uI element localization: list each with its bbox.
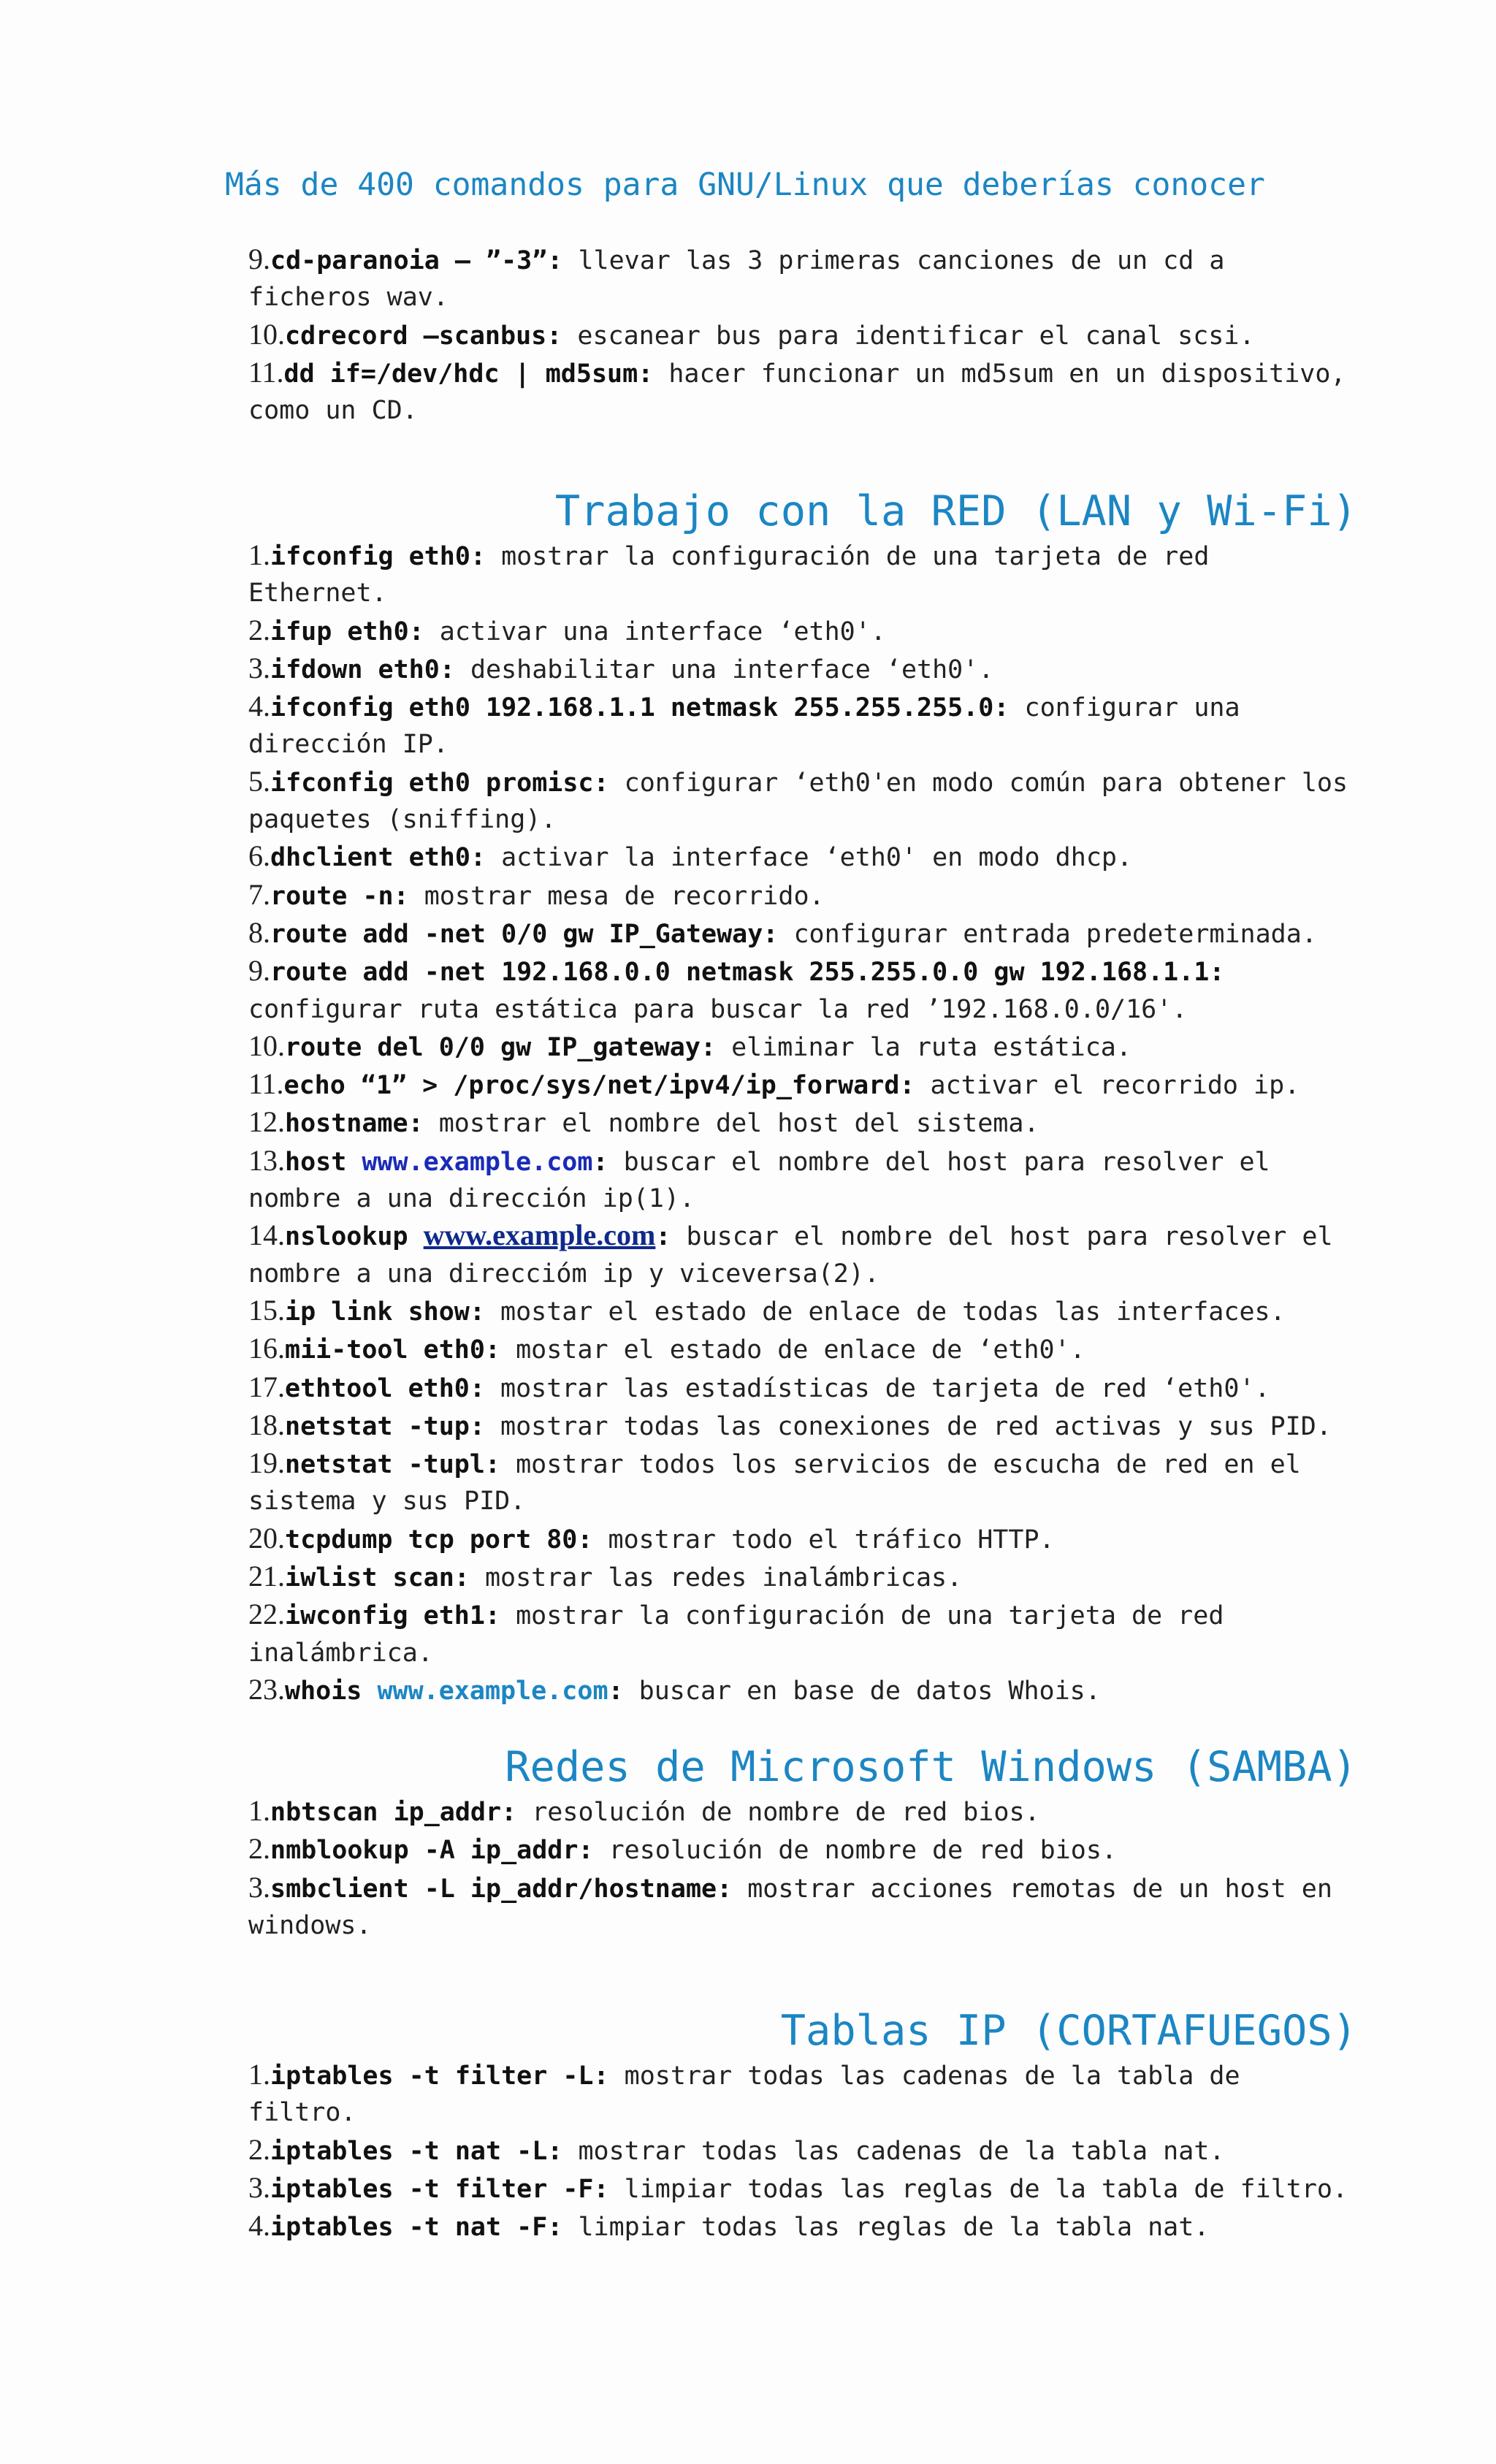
section-iptables: [248, 2005, 1359, 2246]
list-item: 19.netstat -tupl: mostrar todos los servicios de escucha de red en el sistema y sus PID.: [248, 1446, 1301, 1517]
page-title: Más de 400 comandos para GNU/Linux que deberías conocer: [225, 167, 1265, 203]
list-item: 5.ifconfig eth0 promisc: configurar ‘eth0'en modo común para obtener los paquetes (sniffing).: [248, 764, 1348, 835]
list-item: 3.iptables -t filter -F: limpiar todas las reglas de la tabla de filtro.: [248, 2170, 1348, 2204]
example-link[interactable]: www.example.com: [423, 1218, 656, 1252]
section-heading: Trabajo con la RED (LAN y Wi-Fi): [554, 487, 1357, 535]
list-item: 10.route del 0/0 gw IP_gateway: eliminar la ruta estática.: [248, 1029, 1131, 1062]
list-item: 2.nmblookup -A ip_addr: resolución de nombre de red bios.: [248, 1832, 1117, 1866]
list-item: 4.iptables -t nat -F: limpiar todas las reglas de la tabla nat.: [248, 2209, 1210, 2243]
list-item: 20.tcpdump tcp port 80: mostrar todo el tráfico HTTP.: [248, 1521, 1055, 1555]
list-item: 16.mii-tool eth0: mostar el estado de enlace de ‘eth0'.: [248, 1332, 1085, 1365]
list-item: 8.route add -net 0/0 gw IP_Gateway: configurar entrada predeterminada.: [248, 915, 1317, 949]
section-network: [248, 486, 1359, 1709]
section-cd-commands: [248, 241, 1359, 429]
list-item: 9.cd-paranoia – ”-3”: llevar las 3 primeras canciones de un cd a ficheros wav.: [248, 243, 1225, 313]
list-item: 1.iptables -t filter -L: mostrar todas las cadenas de la tabla de filtro.: [248, 2058, 1240, 2128]
list-item: 17.ethtool eth0: mostrar las estadísticas de tarjeta de red ‘eth0'.: [248, 1370, 1270, 1403]
section-heading: Redes de Microsoft Windows (SAMBA): [505, 1743, 1357, 1791]
list-item: 1.nbtscan ip_addr: resolución de nombre de red bios.: [248, 1794, 1040, 1827]
list-item: 15.ip link show: mostar el estado de enlace de todas las interfaces.: [248, 1293, 1286, 1327]
list-item: 23.whois www.example.com: buscar en base de datos Whois.: [248, 1672, 1101, 1706]
list-item: 18.netstat -tup: mostrar todas las conexiones de red activas y sus PID.: [248, 1408, 1332, 1441]
list-item: 14.nslookup www.example.com: buscar el nombre del host para resolver el nombre a una direcciόm ip y viceversa(2).: [248, 1218, 1333, 1289]
list-item: 2.ifup eth0: activar una interface ‘eth0'.: [248, 613, 886, 646]
list-item: 12.hostname: mostrar el nombre del host del sistema.: [248, 1105, 1039, 1139]
list-item: 9.route add -net 192.168.0.0 netmask 255.255.0.0 gw 192.168.1.1: configurar ruta estática para buscar la red ’192.168.0.0/16'.: [248, 954, 1225, 1024]
list-item: 1.ifconfig eth0: mostrar la configuración de una tarjeta de red Ethernet.: [248, 538, 1210, 609]
example-link[interactable]: www.example.com: [377, 1676, 608, 1706]
section-samba: [248, 1742, 1359, 1944]
list-item: 3.smbclient -L ip_addr/hostname: mostrar acciones remotas de un host en windows.: [248, 1870, 1332, 1940]
list-item: 4.ifconfig eth0 192.168.1.1 netmask 255.255.255.0: configurar una dirección IP.: [248, 690, 1240, 760]
list-item: 2.iptables -t nat -L: mostrar todas las cadenas de la tabla nat.: [248, 2132, 1225, 2166]
list-item: 3.ifdown eth0: deshabilitar una interface ‘eth0'.: [248, 651, 994, 684]
list-item: 7.route -n: mostrar mesa de recorrido.: [248, 877, 825, 911]
section-heading: Tablas IP (CORTAFUEGOS): [780, 2007, 1357, 2055]
list-item: 21.iwlist scan: mostrar las redes inalámbricas.: [248, 1560, 963, 1593]
example-link[interactable]: www.example.com: [362, 1147, 593, 1177]
list-item: 11.dd if=/dev/hdc | md5sum: hacer funcionar un md5sum en un dispositivo, como un CD.: [248, 355, 1346, 426]
list-item: 13.host www.example.com: buscar el nombre del host para resolver el nombre a una dirección ip(1).: [248, 1143, 1270, 1214]
list-item: 10.cdrecord –scanbus: escanear bus para identificar el canal scsi.: [248, 317, 1255, 351]
list-item: 11.echo “1” > /proc/sys/net/ipv4/ip_forward: activar el recorrido ip.: [248, 1067, 1300, 1101]
list-item: 22.iwconfig eth1: mostrar la configuración de una tarjeta de red inalámbrica.: [248, 1598, 1224, 1668]
list-item: 6.dhclient eth0: activar la interface ‘eth0' en modo dhcp.: [248, 839, 1133, 873]
